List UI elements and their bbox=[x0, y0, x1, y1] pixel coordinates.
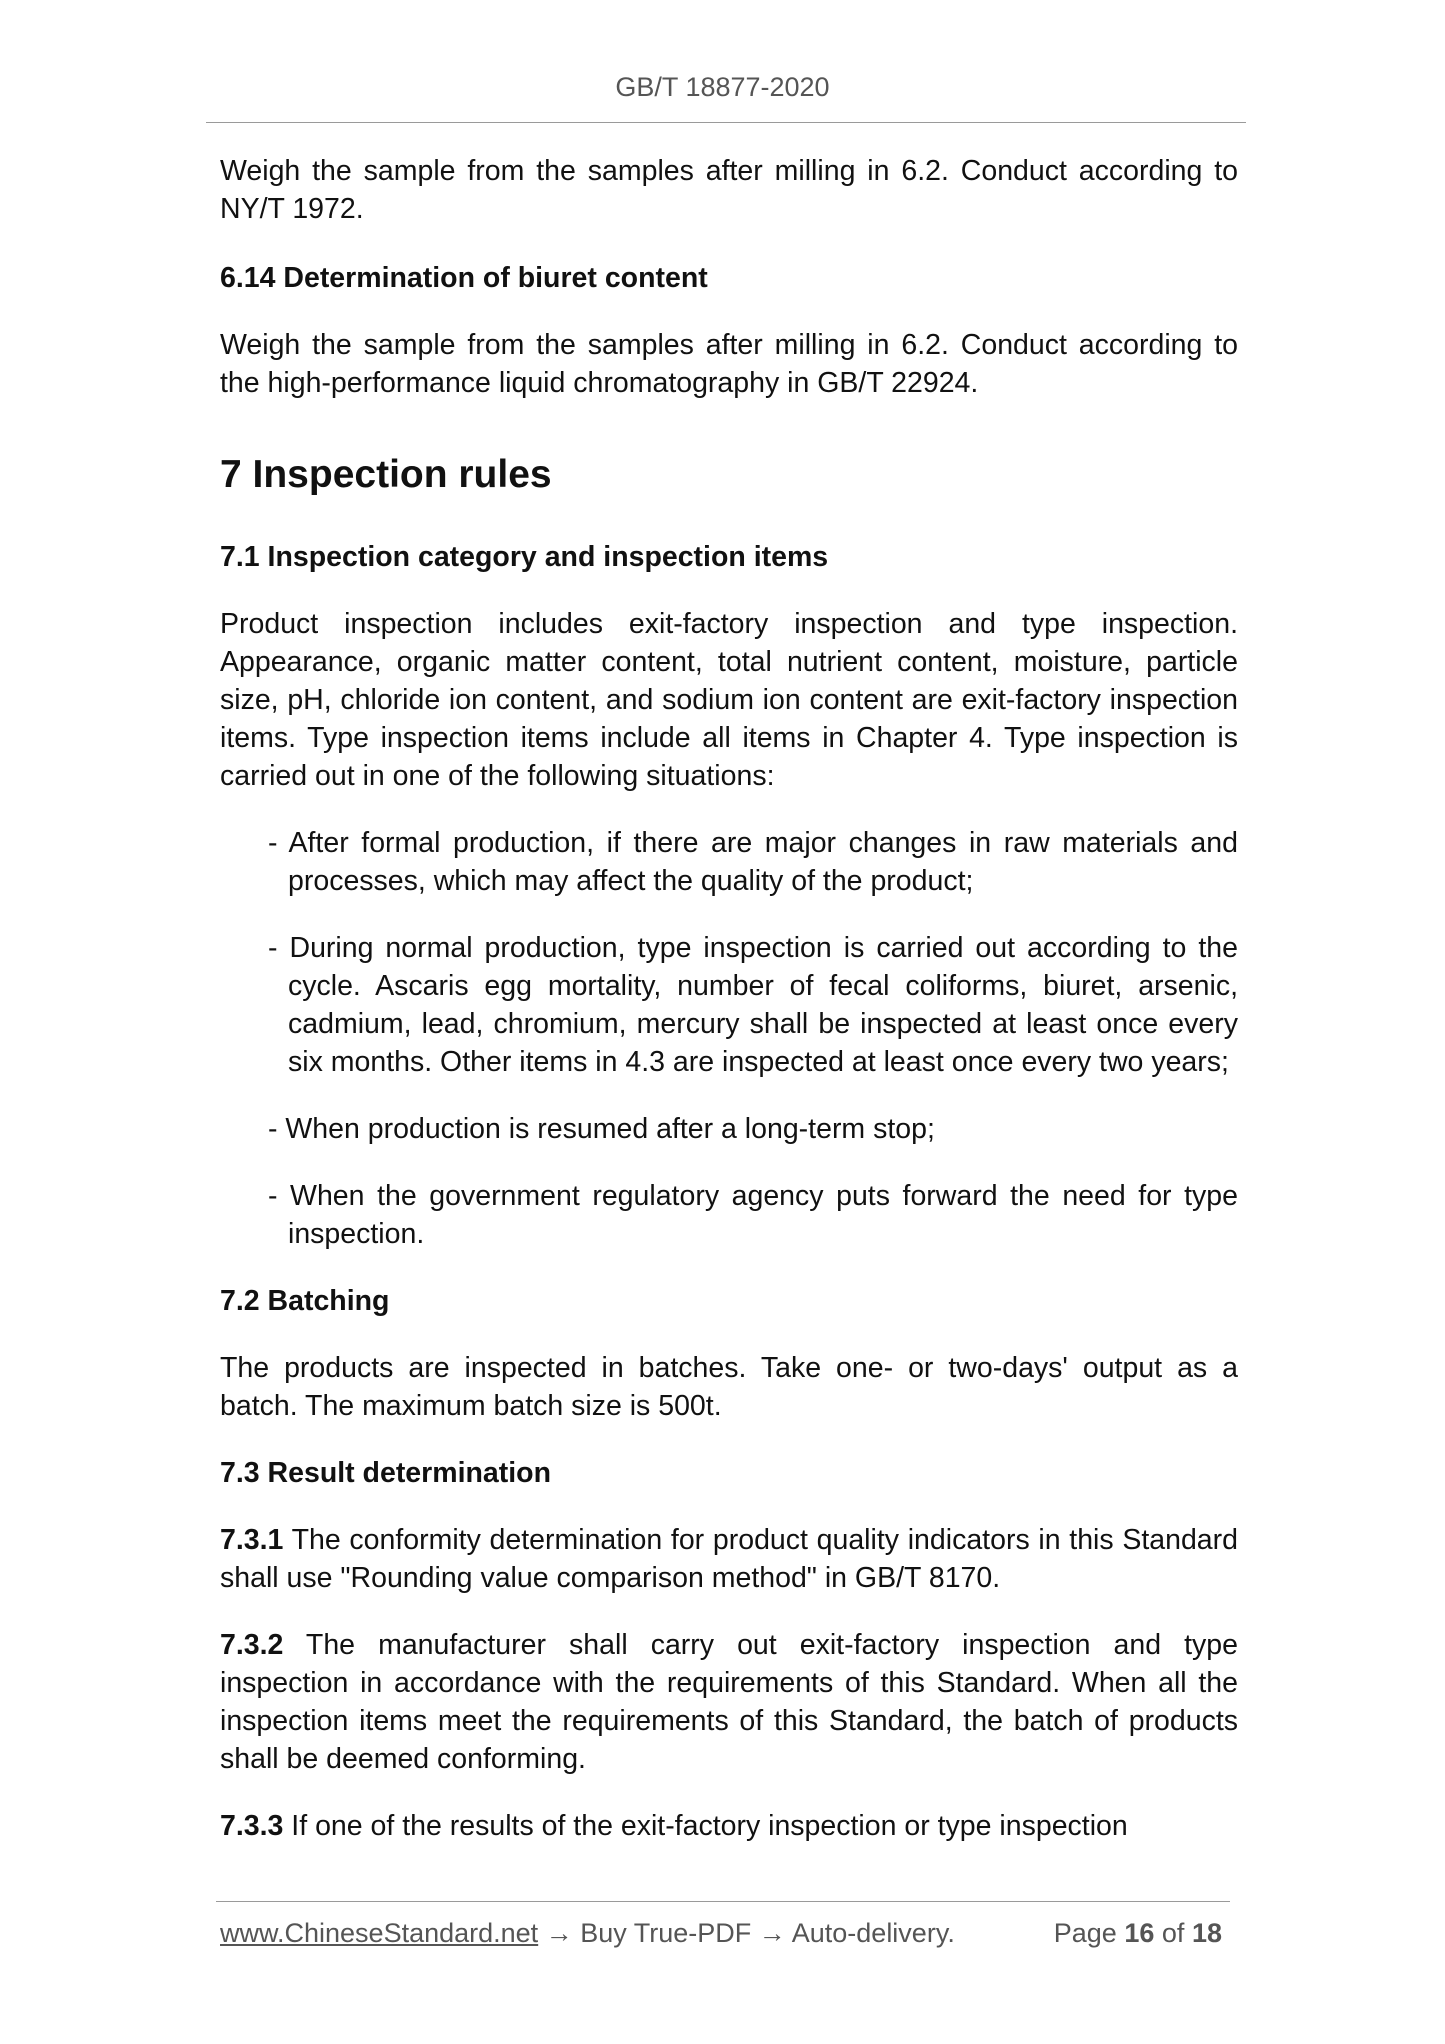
paragraph-7-2: The products are inspected in batches. Take one- or two-days' output as a batch. The maximum batch size is 500t. bbox=[220, 1352, 1238, 1422]
heading-6-14: 6.14 Determination of biuret content bbox=[220, 262, 708, 294]
clause-7-3-3 bbox=[220, 1807, 1238, 1845]
page-footer bbox=[220, 1918, 1230, 1958]
paragraph-6-14: Weigh the sample from the samples after milling in 6.2. Conduct according to the high-performance liquid chromatography in GB/T 22924. bbox=[220, 329, 1238, 399]
page-indicator bbox=[1054, 1918, 1222, 1949]
clause-number: 7.3.3 bbox=[220, 1810, 284, 1842]
header-divider bbox=[206, 122, 1246, 123]
page-label: Page bbox=[1053, 1918, 1117, 1948]
list-item: - When production is resumed after a long-term stop; bbox=[268, 1113, 935, 1145]
promo-text: → Buy True-PDF → Auto-delivery. bbox=[538, 1918, 955, 1948]
clause-text: If one of the results of the exit-factory inspection or type inspection bbox=[283, 1810, 1128, 1842]
heading-7-3: 7.3 Result determination bbox=[220, 1457, 551, 1489]
heading-7-1: 7.1 Inspection category and inspection items bbox=[220, 541, 829, 573]
footer-promo bbox=[220, 1918, 955, 1949]
page-of: of bbox=[1161, 1918, 1185, 1948]
clause-number: 7.3.1 bbox=[220, 1524, 284, 1556]
clause-7-3-2 bbox=[220, 1626, 1238, 1778]
document-header: GB/T 18877-2020 bbox=[615, 72, 830, 102]
heading-7-2: 7.2 Batching bbox=[220, 1285, 390, 1317]
intro-paragraph: Weigh the sample from the samples after milling in 6.2. Conduct according to NY/T 1972. bbox=[220, 155, 1238, 225]
list-item: - During normal production, type inspection is carried out according to the cycle. Ascaris egg mortality, number of fecal coliforms, biuret, arsenic, cadmium, lead, chromium, mercury shall be inspected at least once every six months. Other items in 4.3 are inspected at least once every two years; bbox=[268, 932, 1238, 1078]
page-current: 16 bbox=[1124, 1918, 1155, 1948]
page-content bbox=[220, 152, 1238, 1845]
heading-7: 7 Inspection rules bbox=[220, 453, 552, 496]
website-link[interactable]: www.ChineseStandard.net bbox=[220, 1918, 539, 1948]
clause-number: 7.3.2 bbox=[220, 1629, 284, 1661]
footer-divider bbox=[216, 1901, 1230, 1902]
clause-text: The conformity determination for product quality indicators in this Standard shall use "Rounding value comparison method" in GB/T 8170. bbox=[220, 1524, 1238, 1594]
list-item: - When the government regulatory agency puts forward the need for type inspection. bbox=[268, 1180, 1238, 1250]
list-item: - After formal production, if there are major changes in raw materials and processes, which may affect the quality of the product; bbox=[268, 827, 1238, 897]
clause-7-3-1 bbox=[220, 1521, 1238, 1597]
clause-text: The manufacturer shall carry out exit-factory inspection and type inspection in accordance with the requirements of this Standard. When all the inspection items meet the requirements of this Standard, the batch of products shall be deemed conforming. bbox=[220, 1629, 1238, 1775]
paragraph-7-1: Product inspection includes exit-factory inspection and type inspection. Appearance, organic matter content, total nutrient content, moisture, particle size, pH, chloride ion content, and sodium ion content are exit-factory inspection items. Type inspection items include all items in Chapter 4. Type inspection is carried out in one of the following situations: bbox=[220, 608, 1238, 792]
page-total: 18 bbox=[1191, 1918, 1222, 1948]
